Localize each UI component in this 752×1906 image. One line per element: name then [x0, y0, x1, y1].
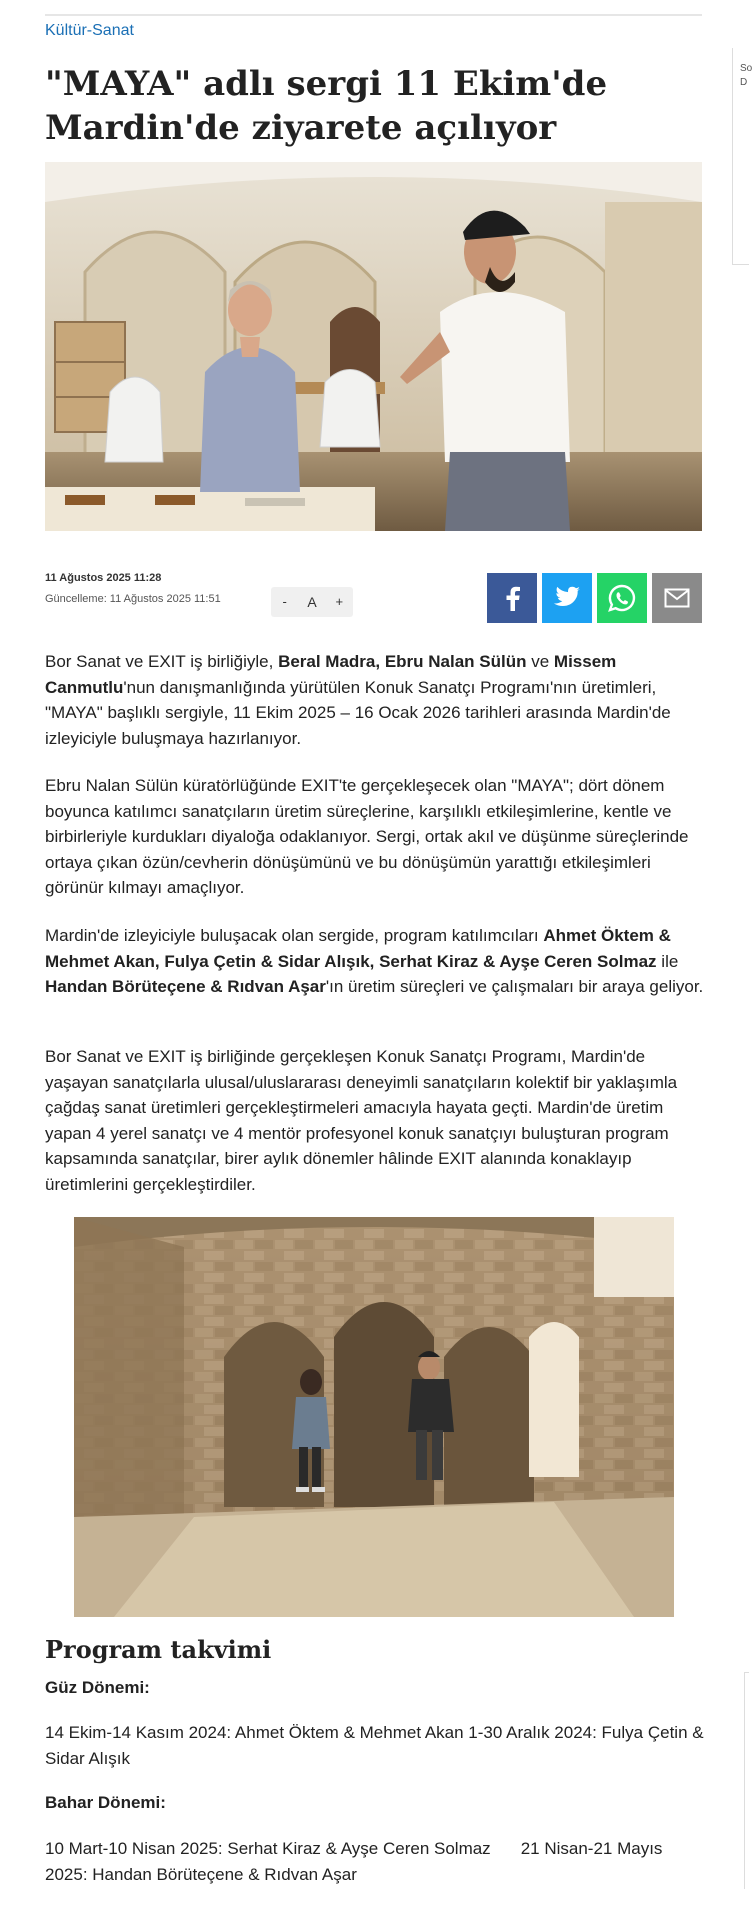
whatsapp-icon — [607, 583, 637, 613]
font-decrease-button[interactable]: - — [282, 594, 287, 609]
font-increase-button[interactable]: + — [335, 594, 344, 609]
p3-text-c: ile — [656, 951, 679, 971]
p1-text-a: Bor Sanat ve EXIT iş birliğiyle, — [45, 652, 279, 671]
article-dates — [45, 570, 221, 607]
hero-photo — [45, 162, 702, 531]
p1-bold-names: Beral Madra, Ebru Nalan Sülün — [278, 652, 527, 671]
sidebar-text-line-1: So — [740, 63, 752, 74]
autumn-term-label: Güz Dönemi: — [45, 1678, 150, 1697]
p3-bold-artists-2: Handan Börüteçene & Rıdvan Aşar — [45, 977, 326, 996]
sidebar-widget-text — [740, 62, 752, 90]
spring-term-label: Bahar Dönemi: — [45, 1793, 166, 1812]
autumn-term-text: 14 Ekim-14 Kasım 2024: Ahmet Öktem & Mehmet Akan 1-30 Aralık 2024: Fulya Çetin & Sidar Alışık — [45, 1723, 704, 1768]
p1-text-c: ve — [526, 652, 554, 671]
spring-term-text-a: 10 Mart-10 Nisan 2025: Serhat Kiraz & Ayşe Ceren Solmaz — [45, 1839, 491, 1858]
article-paragraph-2: Ebru Nalan Sülün küratörlüğünde EXIT'te gerçekleşecek olan "MAYA"; dört dönem boyunca katılımcı sanatçıların üretim süreçlerine, karşılıklı etkileşimlerine, kentle ve birbirleriyle kurdukları diyaloğa odaklanıyor. Sergi, ortak akıl ve düşünme süreçlerinde ortaya çıkan özün/cevherin dönüşümünü ve bu dönüşümün yarattığı etkileşimleri görünür kılmayı amaçlıyor. — [45, 776, 689, 897]
share-email-button[interactable] — [652, 573, 702, 623]
sidebar-text-line-2: D — [740, 77, 748, 88]
p1-bold-name-2: Missem Canmutlu — [45, 652, 617, 697]
twitter-icon — [553, 586, 581, 610]
article-paragraph-4: Bor Sanat ve EXIT iş birliğinde gerçekleşen Konuk Sanatçı Programı, Mardin'de yaşayan sanatçılarla ulusal/uluslararası deneyimli sanatçıların kolektif bir yaklaşımla çağdaş sanat üretimleri gerçekleştirmeleri amacıyla hayata geçti. Mardin'de üretim yapan 4 yerel sanatçı ve 4 mentör profesyonel konuk sanatçıyı buluşturan program kapsamında sanatçılar, birer aylık dönemler hâlinde EXIT alanında konaklayıp üretimlerini gerçekleştirdiler. — [45, 1047, 678, 1194]
font-size-controls — [271, 587, 353, 617]
publish-date: 11 Ağustos 2025 11:28 — [45, 572, 162, 584]
share-facebook-button[interactable] — [487, 573, 537, 623]
p3-text-e: 'ın üretim süreçleri ve çalışmaları bir araya geliyor. — [325, 977, 704, 996]
p3-text-a: Mardin'de izleyiciyle buluşacak olan sergide, program katılımcıları — [45, 926, 544, 945]
sidebar-widget-2 — [744, 1672, 749, 1889]
share-twitter-button[interactable] — [542, 573, 592, 623]
article-title: "MAYA" adlı sergi 11 Ekim'de Mardin'de ziyarete açılıyor — [45, 64, 608, 148]
p3-bold-artists: Ahmet Öktem & Mehmet Akan, Fulya Çetin & Sidar Alışık, Serhat Kiraz & Ayşe Ceren Solmaz — [45, 926, 671, 971]
spring-term-text-b: 21 Nisan-21 Mayıs — [520, 1839, 663, 1858]
facebook-icon — [501, 585, 523, 611]
hero-photo-illustration — [45, 162, 702, 531]
update-date: Güncelleme: 11 Ağustos 2025 11:51 — [45, 593, 221, 605]
article-photo-2 — [74, 1217, 674, 1617]
schedule-heading: Program takvimi — [45, 1635, 272, 1664]
spring-term-text — [45, 1836, 705, 1887]
font-size-label: A — [307, 594, 317, 610]
share-whatsapp-button[interactable] — [597, 573, 647, 623]
article-paragraph-3 — [45, 923, 705, 1000]
mail-icon — [664, 588, 690, 608]
article-paragraph-1 — [45, 649, 705, 751]
spring-term-text-c: 2025: Handan Börüteçene & Rıdvan Aşar — [45, 1864, 357, 1884]
p1-text-e: 'nun danışmanlığında yürütülen Konuk Sanatçı Programı'nın üretimleri, "MAYA" başlıklı sergiyle, 11 Ekim 2025 – 16 Ocak 2026 tarihleri arasında Mardin'de izleyiciyle buluşmaya hazırlanıyor. — [45, 677, 671, 748]
category-link[interactable]: Kültür-Sanat — [45, 22, 134, 39]
top-divider — [45, 14, 702, 16]
article-photo-2-illustration — [74, 1217, 674, 1617]
